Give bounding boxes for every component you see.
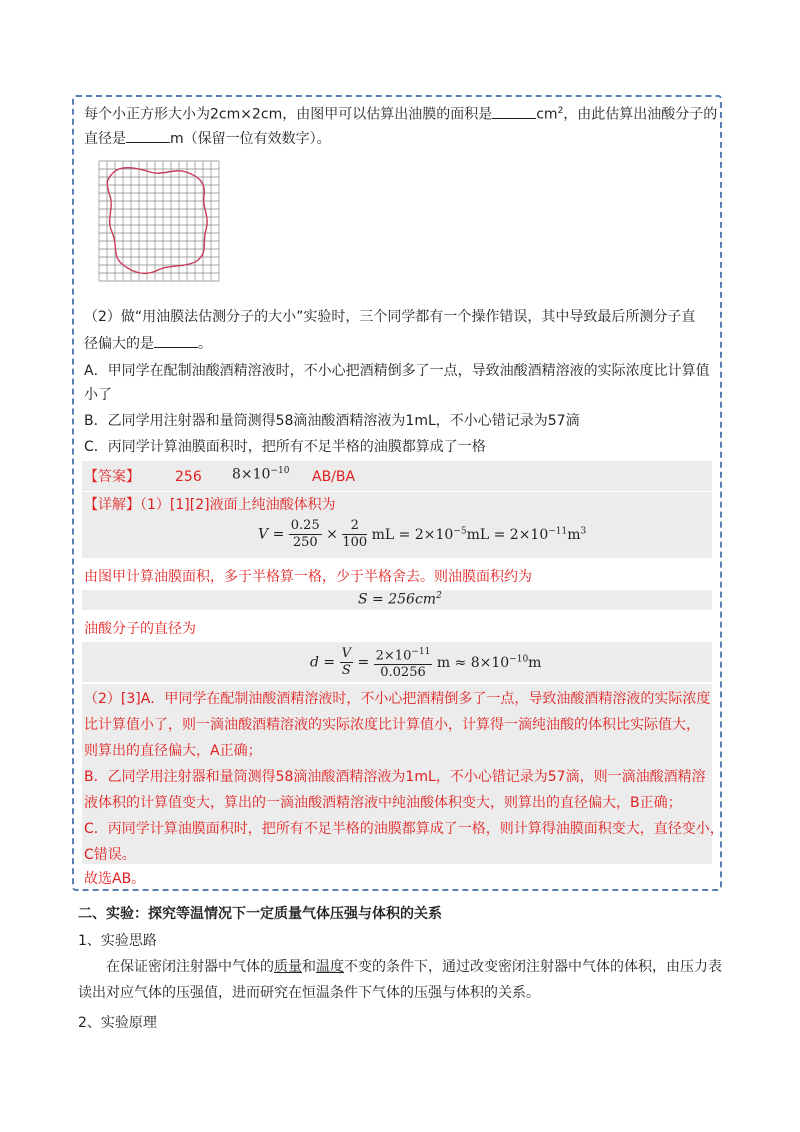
question-part2-line1: （2）做“用油膜法估测分子的大小”实验时，三个同学都有一个操作错误，其中导致最后所测分子直: [84, 309, 696, 325]
text: 每个小正方形大小为: [84, 106, 210, 123]
question-line-2: [84, 128, 331, 150]
answer-2: [232, 466, 289, 483]
equation-volume: [258, 518, 586, 551]
explanation-a-line1: （2）[3]A．甲同学在配制油酸酒精溶液时，不小心把酒精倒多了一点，导致油酸酒精溶液的实际浓度: [84, 691, 711, 707]
text: 。: [198, 336, 212, 352]
text: ×: [326, 526, 338, 543]
text: ，由此估算出油酸分子的: [563, 106, 718, 123]
section-title: 二、实验：探究等温情况下一定质量气体压强与体积的关系: [78, 906, 442, 922]
equation-area: [358, 591, 442, 608]
question-part2-line2: [84, 333, 212, 355]
answer-3: AB/BA: [312, 469, 356, 485]
text: 8×10: [232, 466, 271, 483]
superscript: 3: [580, 525, 587, 536]
text: [372, 527, 587, 543]
text: =: [272, 526, 285, 543]
conclusion: 故选AB。: [84, 871, 146, 887]
superscript: −11: [548, 525, 568, 536]
text: 不变的条件下，通过改变密闭注射器中气体的体积，由压力表: [344, 959, 722, 975]
text: 在保证密闭注射器中气体的: [106, 959, 274, 975]
explanation-c-line1: C．丙同学计算油膜面积时，把所有不足半格的油膜都算成了一格，则计算得油膜面积变大，直径变小，: [84, 821, 724, 837]
superscript: −10: [270, 466, 290, 476]
fraction: [289, 518, 322, 551]
area-text: 由图甲计算油膜面积，多于半格算一格，少于半格舍去。则油膜面积约为: [84, 569, 532, 585]
text: ，由图甲可以估算出油膜的面积是: [282, 106, 493, 123]
numerator: 2: [342, 518, 367, 535]
oil-film-grid-figure: [98, 160, 220, 286]
text: [437, 655, 542, 671]
option-a-line2: 小了: [84, 387, 112, 403]
text: 直径是: [84, 131, 126, 147]
underlined-term: 温度: [316, 959, 344, 975]
text: S = 256cm: [358, 591, 437, 608]
option-b: B．乙同学用注射器和量筒测得58滴油酸酒精溶液为1mL，不小心错记录为57滴: [84, 413, 580, 429]
numerator: 0.25: [290, 518, 320, 533]
superscript: 2: [436, 591, 442, 601]
text: cm: [536, 106, 558, 123]
fraction: [340, 646, 353, 679]
numerator: [374, 644, 433, 665]
question-line-1: [84, 100, 717, 126]
underlined-term: 质量: [274, 959, 302, 975]
text: =: [357, 654, 370, 671]
explanation-a-line3: 则算出的直径偏大，A正确；: [84, 743, 262, 759]
explanation-b-line1: B．乙同学用注射器和量筒测得58滴油酸酒精溶液为1mL，不小心错记录为57滴，则一滴油酸酒精溶: [84, 769, 706, 785]
sub2-title: 2、实验原理: [78, 1015, 157, 1031]
superscript: 2: [557, 106, 564, 116]
explanation-c-line2: C错误。: [84, 847, 136, 863]
superscript: −11: [411, 647, 431, 657]
detail-label: 【详解】: [84, 497, 140, 513]
blank-answer: [154, 333, 198, 348]
text: V: [258, 526, 269, 543]
fraction: [374, 644, 433, 681]
text: mL = 2×10: [466, 526, 549, 543]
text: m ≈ 8×10: [436, 654, 510, 671]
answer-label: 【答案】: [84, 469, 140, 485]
text: mL = 2×10: [371, 526, 454, 543]
text: 和: [302, 959, 316, 975]
explanation-b-line2: 液体积的计算值变大，算出的一滴油酸酒精溶液中纯油酸体积变大，则算出的直径偏大，B正确；: [84, 795, 682, 811]
text: m（保留一位有效数字）。: [170, 131, 331, 147]
answer-1: 256: [175, 469, 202, 485]
denominator: S: [341, 663, 351, 679]
equation-diameter: [310, 644, 541, 681]
numerator: V: [341, 646, 351, 662]
oil-film-outline: [107, 168, 207, 274]
option-a-line1: A．甲同学在配制油酸酒精溶液时，不小心把酒精倒多了一点，导致油酸酒精溶液的实际浓度比计算值: [84, 363, 710, 379]
diameter-text: 油酸分子的直径为: [84, 621, 196, 637]
detail-intro-line: [84, 494, 336, 516]
text: =: [323, 654, 336, 671]
explanation-a-line2: 比计算值小了，则一滴油酸酒精溶液的实际浓度比计算值小，计算得一滴纯油酸的体积比实际值大，: [84, 717, 700, 733]
text: 2cm×2cm: [210, 106, 283, 123]
fraction: [342, 518, 367, 551]
sub1-title: 1、实验思路: [78, 933, 157, 949]
denominator: 0.0256: [380, 665, 426, 681]
text: （1）[1][2]液面上纯油酸体积为: [140, 497, 336, 513]
denominator: 100: [342, 535, 368, 550]
sub1-paragraph-line2: 读出对应气体的压强值，进而研究在恒温条件下气体的压强与体积的关系。: [78, 985, 540, 1001]
text: m: [528, 654, 542, 671]
superscript: −10: [509, 654, 529, 665]
blank-diameter: [126, 128, 170, 143]
option-c: C．丙同学计算油膜面积时，把所有不足半格的油膜都算成了一格: [84, 439, 486, 455]
text: 2×10: [375, 648, 412, 664]
denominator: 250: [292, 535, 318, 550]
blank-area: [492, 104, 536, 119]
text: d: [310, 654, 319, 671]
text: m: [567, 526, 581, 543]
sub1-paragraph-line1: [106, 956, 722, 978]
superscript: −5: [453, 525, 467, 536]
text: 径偏大的是: [84, 336, 154, 352]
